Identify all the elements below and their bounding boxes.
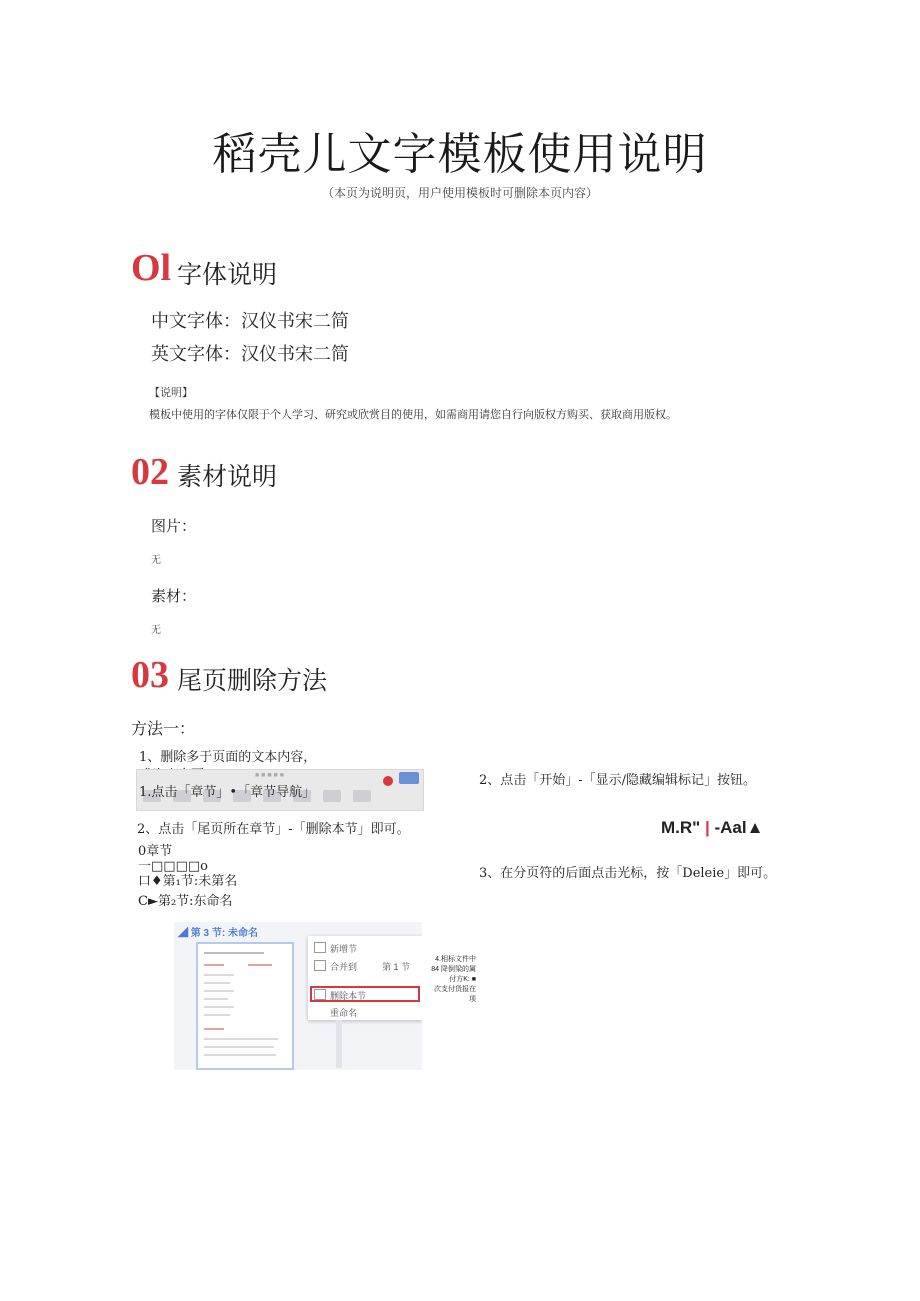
toolbar-icon	[323, 790, 341, 802]
merge-icon	[314, 960, 326, 971]
section-number-02: 02	[131, 451, 169, 493]
left-step-1: 1、删除多于页面的文本内容，	[139, 750, 317, 765]
nav-line-2: 一□□□□o	[138, 859, 208, 874]
image-label: 图片：	[151, 517, 197, 535]
screenshot-document-thumbnail	[196, 942, 294, 1070]
image-value: 无	[151, 555, 161, 566]
caption-line-4: 次支付货报在	[434, 986, 476, 993]
chinese-font-line: 中文字体：汉仪书宋二简	[151, 311, 349, 332]
method-label: 方法一：	[131, 719, 196, 738]
right-step-2: 3、在分页符的后面点击光标，按「Deleie」即可。	[479, 866, 777, 881]
caption-line-2: 84 降倒梁的属	[431, 966, 476, 973]
toolbar-badge-icon	[383, 776, 393, 786]
section-title-fonts: 字体说明	[177, 260, 278, 289]
note-label: 【说明】	[149, 386, 193, 399]
marker-bar: |	[704, 818, 710, 837]
screenshot-scrollbar	[336, 1020, 342, 1068]
section-number-03: 03	[131, 654, 169, 696]
delete-section-screenshot	[174, 922, 422, 1070]
section-title-materials: 素材说明	[177, 462, 278, 491]
nav-line-1: 0章节	[138, 844, 173, 859]
english-font-line: 英文字体：汉仪书宋二简	[151, 344, 349, 365]
caption-line-5: 项	[469, 996, 476, 1003]
menu-item-rename: 重命名	[330, 1008, 358, 1018]
marker-tail: -Aal▲	[714, 818, 764, 837]
marker-text: M.R"	[661, 818, 701, 837]
menu-item-delete-section: 删除本节	[330, 991, 367, 1001]
page-subtitle: （本页为说明页，用户使用模板时可删除本页内容）	[321, 186, 598, 200]
material-label: 素材：	[151, 587, 197, 605]
note-text: 模板中使用的字体仅限于个人学习、研究或欣赏目的使用，如需商用请您自行向版权方购买、获取商用版权。	[149, 408, 677, 421]
section-number-01: Ol	[131, 247, 172, 289]
toolbar-action-button	[399, 772, 419, 784]
marker-glyphs	[661, 818, 763, 838]
caption-line-3: 付方K: ■	[449, 976, 476, 983]
page-title: 稻壳儿文字模板使用说明	[212, 129, 708, 180]
nav-line-3: 口♦第₁节:未第名	[138, 874, 238, 889]
nav-line-4: C►第₂节:东命名	[138, 894, 233, 909]
material-value: 无	[151, 625, 161, 636]
menu-item-merge: 合并到	[330, 962, 358, 972]
screenshot-section-heading: ◢ 第 3 节: 未命名	[178, 928, 259, 939]
delete-section-icon	[314, 989, 326, 1000]
left-step-3: 2、点击「尾页所在章节」-「删除本节」即可。	[137, 822, 410, 837]
merge-target: 第 1 节	[382, 962, 411, 972]
menu-item-new-section: 新增节	[330, 944, 358, 954]
toolbar-deco: ■ ■ ■ ■ ■	[255, 772, 284, 779]
left-step-2: 1.点击「章节」•「章节导航」	[139, 785, 316, 800]
toolbar-icon	[353, 790, 371, 802]
caption-line-1: 4.相标文件中	[435, 956, 476, 963]
new-section-icon	[314, 942, 326, 953]
right-step-1: 2、点击「开始」-「显示/隐藏编辑标记」按钮。	[479, 773, 757, 788]
context-menu	[308, 936, 422, 1020]
screenshot-caption	[420, 955, 476, 1005]
section-title-delete: 尾页删除方法	[177, 666, 328, 695]
